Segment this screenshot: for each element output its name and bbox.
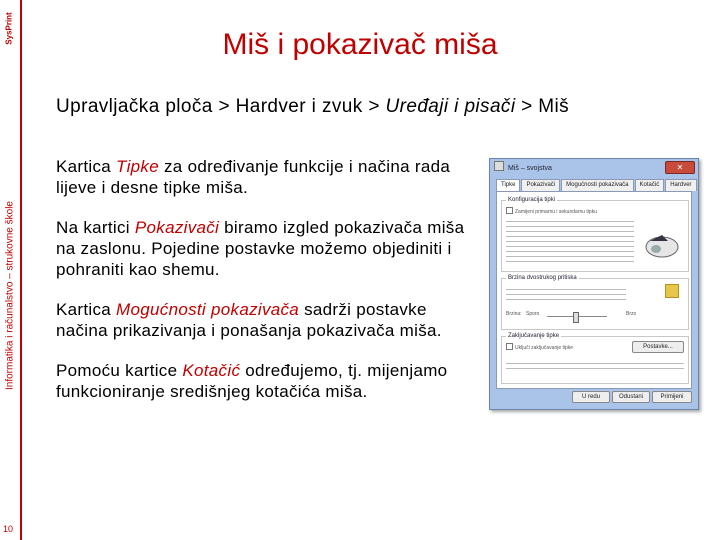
close-button[interactable]: ✕ <box>665 161 695 174</box>
bullet-pokazivaci: Na kartici Pokazivači biramo izgled pokazivača miša na zaslonu. Pojedine postavke možemo objediniti i pohraniti kao shemu. <box>56 218 465 279</box>
page-number: 10 <box>3 524 14 534</box>
apply-button[interactable]: Primijeni <box>652 391 692 403</box>
click-lock-checkbox[interactable] <box>506 343 513 350</box>
mouse-icon <box>494 161 504 171</box>
sidebar-divider <box>20 0 22 540</box>
speed-description <box>506 285 626 301</box>
swap-checkbox[interactable] <box>506 207 513 214</box>
cancel-button[interactable]: Odustani <box>612 391 650 403</box>
bullet-kotacic: Pomoću kartice Kotačić određujemo, tj. mijenjamo funkcioniranje središnjeg kotačića miša. <box>56 361 448 401</box>
speed-slider-thumb[interactable] <box>573 312 579 323</box>
click-lock-group: Zaključavanje tipke Uključi zaključavanje tipke Postavke... <box>501 336 689 384</box>
sidebar-vertical-text: Informatika i računalstvo – strukovne škole <box>4 201 16 390</box>
nav-suffix: > Miš <box>515 96 570 117</box>
swap-buttons-option[interactable]: Zamijeni primarnu i sekundarnu tipku <box>506 207 636 215</box>
slide-title: Miš i pokazivač miša <box>222 28 498 61</box>
nav-italic: Uređaji i pisači <box>385 96 516 117</box>
folder-icon <box>665 284 679 298</box>
sysprint-logo: SysPrint <box>4 12 14 45</box>
tab-kotacic[interactable]: Kotačić <box>635 179 665 191</box>
click-lock-option[interactable]: Uključi zaključavanje tipke <box>506 343 606 351</box>
tab-hardver[interactable]: Hardver <box>665 179 696 191</box>
tab-tipke[interactable]: Tipke <box>496 179 520 192</box>
slow-label: Sporo <box>526 311 540 317</box>
click-lock-description <box>506 359 684 373</box>
tab-pane <box>496 191 692 389</box>
bullet-list <box>56 156 476 421</box>
speed-label: Brzina: <box>506 311 522 317</box>
navigation-path <box>56 96 569 118</box>
double-click-speed-group: Brzina dvostrukog pritiska Brzina: Sporo Brzo <box>501 278 689 330</box>
mouse-properties-dialog <box>489 158 699 410</box>
sidebar <box>0 0 22 540</box>
settings-button[interactable]: Postavke... <box>632 341 684 353</box>
button-config-group: Konfiguracija tipki Zamijeni primarnu i sekundarnu tipku <box>501 200 689 272</box>
tab-pokazivaci[interactable]: Pokazivači <box>521 179 560 191</box>
tab-mogucnosti[interactable]: Mogućnosti pokazivača <box>561 179 633 191</box>
bullet-tipke: Kartica Tipke za određivanje funkcije i načina rada lijeve i desne tipke miša. <box>56 157 451 197</box>
fast-label: Brzo <box>626 311 637 317</box>
ok-button[interactable]: U redu <box>572 391 610 403</box>
description-lines <box>506 217 634 265</box>
dialog-tabs <box>496 179 698 191</box>
nav-prefix: Upravljačka ploča > Hardver i zvuk > <box>56 96 386 117</box>
mouse-image <box>642 231 682 259</box>
bullet-mogucnosti: Kartica Mogućnosti pokazivača sadrži postavke načina prikazivanja i ponašanja pokazivača miša. <box>56 300 442 340</box>
dialog-title: Miš – svojstva <box>494 161 664 175</box>
